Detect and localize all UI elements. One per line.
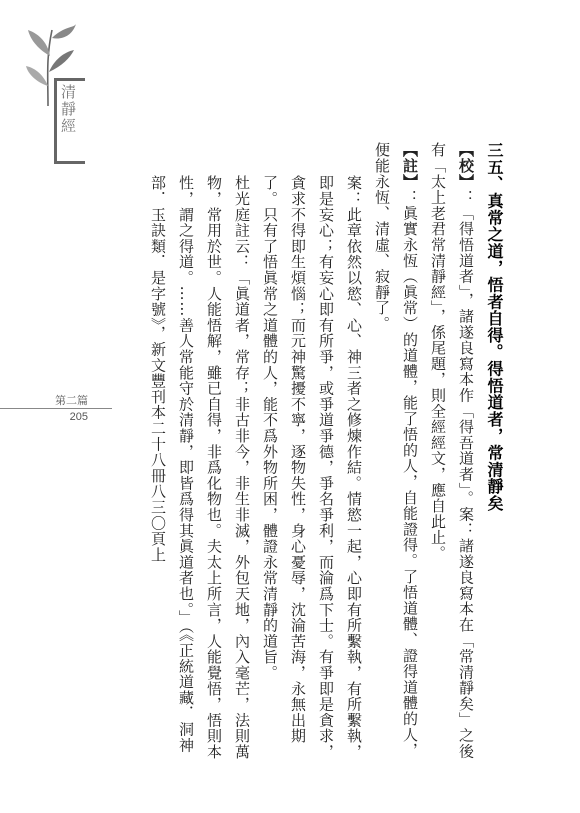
collation-label: 【校】 — [457, 142, 475, 190]
du-guangting-quote: 杜光庭註云：「眞道者，常存；非古非今，非生非滅，外包天地，內入毫芒，法則萬物，常用於世。人能悟解，雖已自得，非爲化物也。夫太上所言，人能覺悟，悟則本性，謂之得道。……善人常能守於清靜，即皆爲得其眞道者也。」（《正統道藏．洞神部．玉訣類．是字號》，新文豐刊本二十八冊八三〇頁上 — [149, 175, 251, 760]
folio-rule — [0, 408, 112, 409]
emblem-title: 清靜經 — [59, 84, 77, 135]
annotation-label: 【註】 — [401, 142, 419, 190]
collation-text: ：「得悟道者」，諸遂良寫本作「得吾道者」。案：諸遂良寫本在「常清靜矣」之後有「太上老君常清靜經」，係尾題，則全經經文，應自此止。 — [429, 142, 475, 760]
chapter-label: 第二篇 — [55, 394, 88, 407]
section-heading: 三五、真常之道，悟者自得。得悟道者，常清靜矣 — [485, 142, 504, 512]
page-number: 205 — [69, 411, 88, 423]
book-emblem — [18, 18, 82, 148]
body-text — [148, 142, 508, 762]
annotation-note — [368, 142, 424, 762]
collation-note — [424, 142, 480, 762]
annotation-text: ：眞實永恆（眞常）的道體，能了悟的人，自能證得。了悟道體、證得道體的人，便能永恆、清虛、寂靜了。 — [373, 142, 419, 759]
commentary-paragraph: 案：此章依然以慾、心、神三者之修煉作結。情慾一起，心即有所繫執，有所繫執，即是妄心；有妄心即有所爭，或爭道爭德，爭名爭利，而淪爲下士。有爭即是貪求，貪求不得即生煩惱；而元神驚擾不寧，逐物失性，身心憂辱，沈淪苦海，永無出期了。只有了悟眞常之道體的人，能不爲外物所困，體證永常清靜的道旨。 — [261, 175, 363, 760]
